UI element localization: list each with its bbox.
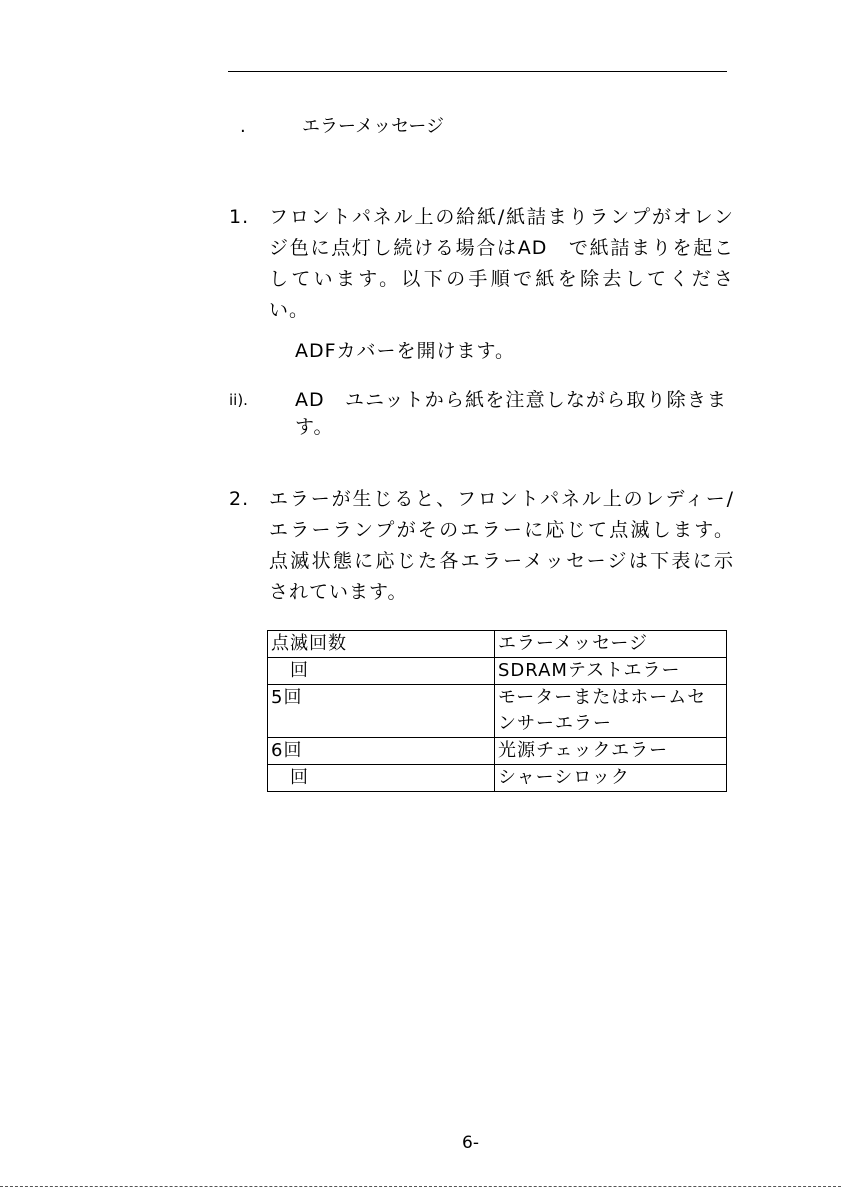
header-error-message: エラーメッセージ [495, 631, 727, 658]
list-marker-1: 1. [229, 206, 250, 228]
blink-count-cell: 回 [268, 658, 495, 685]
text-line: しています。以下の手順で紙を除去してくださ [269, 268, 734, 290]
table-row [268, 765, 727, 792]
text-line: フロントパネル上の給紙/紙詰まりランプがオレン [269, 206, 734, 228]
blink-count-cell: 5回 [268, 685, 495, 738]
list-item-1-text [269, 202, 734, 326]
page-number: 6- [462, 1133, 479, 1153]
list-item-2-text [269, 484, 734, 608]
table-row [268, 658, 727, 685]
blink-count-cell: 6回 [268, 738, 495, 765]
text-line: されています。 [269, 581, 408, 603]
step-i-text [295, 338, 727, 365]
text-line: エラーが生じると、フロントパネル上のレディー/ [269, 488, 734, 510]
table-header-row [268, 631, 727, 658]
header-rule [228, 71, 727, 72]
section-number: . [240, 116, 246, 137]
text-line: AD ユニットから紙を注意しながら取り除きま [295, 389, 727, 411]
section-heading [240, 114, 444, 140]
error-message-cell: モーターまたはホームセンサーエラー [495, 685, 727, 738]
text-line: エラーランプがそのエラーに応じて点滅します。 [269, 519, 734, 541]
list-marker-2: 2. [229, 488, 250, 510]
blink-count-cell: 回 [268, 765, 495, 792]
step-ii-marker: ii). [229, 391, 248, 409]
text-line: い。 [269, 299, 310, 321]
header-blink-count: 点滅回数 [268, 631, 495, 658]
error-message-cell: 光源チェックエラー [495, 738, 727, 765]
text-line: ジ色に点灯し続ける場合はAD で紙詰まりを起こ [269, 237, 734, 259]
text-line: す。 [295, 416, 334, 438]
step-ii-text [295, 387, 727, 441]
text-line: ADFカバーを開けます。 [295, 340, 516, 362]
error-message-cell: SDRAMテストエラー [495, 658, 727, 685]
error-table [267, 630, 727, 792]
footer-rule [0, 1186, 841, 1187]
error-message-cell: シャーシロック [495, 765, 727, 792]
section-title: エラーメッセージ [302, 116, 445, 137]
table-row [268, 685, 727, 738]
text-line: 点滅状態に応じた各エラーメッセージは下表に示 [269, 550, 734, 572]
table-row [268, 738, 727, 765]
